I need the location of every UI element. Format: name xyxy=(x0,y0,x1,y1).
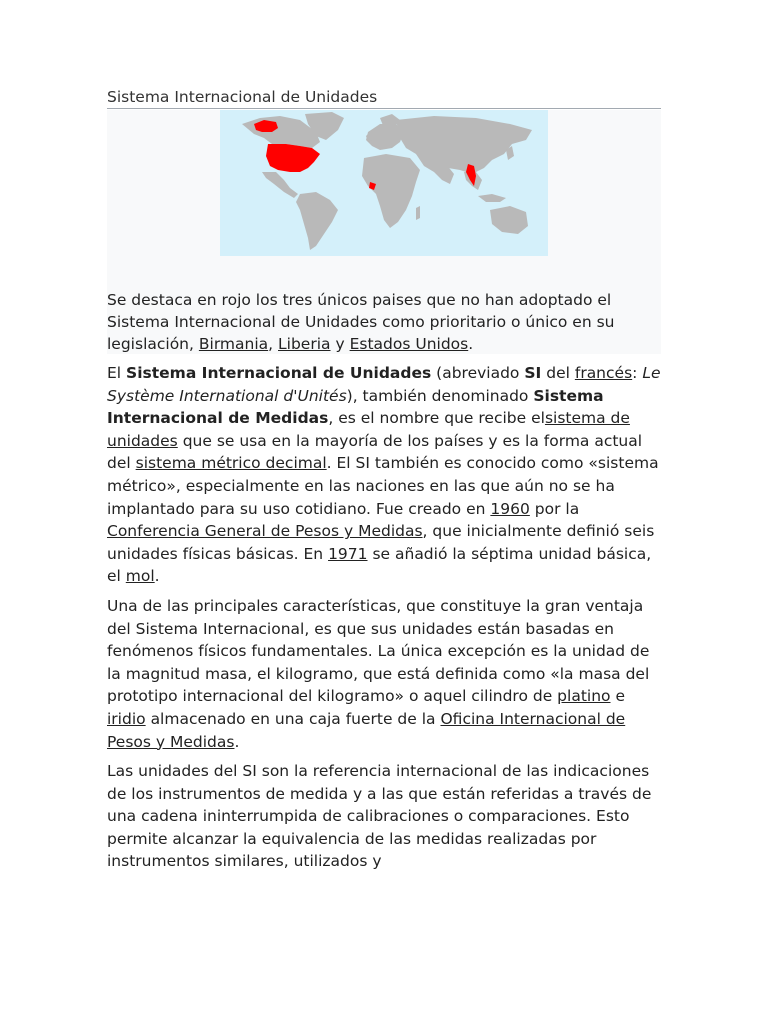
text: Una de las principales características, que constituye la gran ventaja del Sistema Internacional, es que sus unidades están basadas en fenómenos físicos fundamentales. La única excepción es la unidad de la magnitud masa, el kilogramo, que está definida como «la masa del prototipo internacional del kilogramo» o aquel cilindro de xyxy=(107,596,650,706)
world-map xyxy=(220,110,548,256)
caption-sep: y xyxy=(335,335,345,353)
text: e xyxy=(615,687,625,706)
link-estados-unidos[interactable]: Estados Unidos xyxy=(349,335,469,353)
text: del xyxy=(546,364,570,382)
infobox-title: Sistema Internacional de Unidades xyxy=(107,86,661,109)
text: . El SI también es conocido como «sistema métrico», especialmente en las naciones en las que aún no se ha implantado para su uso cotidiano. Fue creado en xyxy=(107,454,659,518)
link-platino[interactable]: platino xyxy=(557,687,611,706)
text: . xyxy=(234,732,240,751)
text: Las unidades del SI son la referencia internacional de las indicaciones de los instrumentos de medida y a las que están referidas a través de una cadena ininterrumpida de calibraciones o comparaciones. Esto permite alcanzar la equivalencia de las medidas realizadas por instrumentos similares, utilizados y xyxy=(107,762,652,871)
link-conferencia-general[interactable]: Conferencia General de Pesos y Medidas xyxy=(107,522,423,541)
text: que se usa en la mayoría de los países y es la forma actual del xyxy=(107,431,643,473)
link-1971[interactable]: 1971 xyxy=(328,544,368,563)
text: por la xyxy=(534,499,580,518)
text: . xyxy=(154,567,160,586)
paragraph-2 xyxy=(107,595,663,753)
text: almacenado en una caja fuerte de la xyxy=(150,709,436,728)
link-liberia[interactable]: Liberia xyxy=(278,335,331,353)
text: , que inicialmente definió seis unidades físicas básicas. En xyxy=(107,522,655,563)
link-birmania[interactable]: Birmania xyxy=(198,335,269,353)
bold-term: Sistema Internacional de Medidas xyxy=(107,386,604,428)
caption-text: Se destaca en rojo los tres únicos paises que no han adoptado el Sistema Internacional de Unidades como prioritario o único en su legislación, xyxy=(107,291,615,353)
link-1960[interactable]: 1960 xyxy=(490,499,530,518)
link-oficina-internacional[interactable]: Oficina Internacional de Pesos y Medidas xyxy=(107,709,626,751)
bold-term: SI xyxy=(524,364,542,382)
link-mol[interactable]: mol xyxy=(125,567,155,586)
paragraph-1 xyxy=(107,362,663,588)
link-sistema-metrico-decimal[interactable]: sistema métrico decimal xyxy=(135,454,327,473)
text: (abreviado xyxy=(436,364,520,382)
text: , es el nombre que recibe el xyxy=(328,409,545,428)
infobox xyxy=(107,110,661,354)
infobox-caption xyxy=(107,289,661,355)
caption-end: . xyxy=(468,335,474,353)
link-iridio[interactable]: iridio xyxy=(107,709,146,728)
text: El xyxy=(107,364,122,382)
link-sistema-de-unidades[interactable]: sistema de unidades xyxy=(107,409,630,450)
text: : xyxy=(632,364,638,382)
italic-text: Le Système International d'Unités xyxy=(107,364,661,405)
bold-term: Sistema Internacional de Unidades xyxy=(126,364,432,382)
link-frances[interactable]: francés xyxy=(574,364,633,382)
text: ), también denominado xyxy=(346,386,529,405)
caption-sep: , xyxy=(268,335,274,353)
article-body xyxy=(107,362,663,880)
paragraph-3 xyxy=(107,760,663,873)
text: se añadió la séptima unidad básica, el xyxy=(107,544,652,586)
